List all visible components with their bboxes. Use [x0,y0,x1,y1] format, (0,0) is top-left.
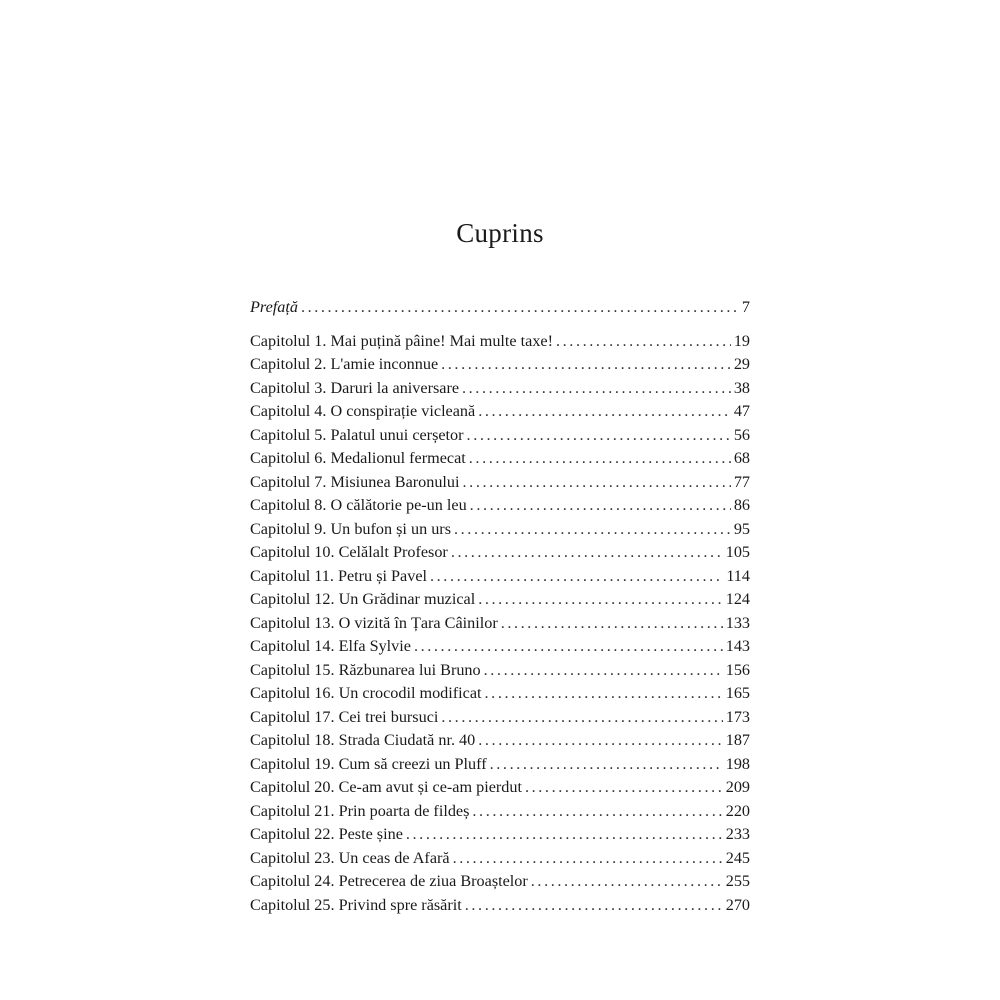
dot-leader [430,565,723,589]
toc-entry [250,847,750,871]
toc-entry-label: Capitolul 2. L'amie inconnue [250,355,439,373]
toc-entry [250,776,750,800]
dot-leader [531,870,723,894]
toc-entry [250,729,750,753]
dot-leader [441,706,722,730]
page-title: Cuprins [456,218,544,248]
toc-entry-label: Capitolul 3. Daruri la aniversare [250,378,460,397]
dot-leader [501,612,723,636]
dot-leader [556,330,731,354]
toc-entry-label: Prefață [250,298,298,316]
dot-leader [484,659,723,683]
dot-leader [467,424,731,448]
toc-entry-label: Capitolul 17. Cei trei bursuci [250,707,439,726]
toc-entry-page-number: 95 [733,519,750,538]
toc-entry-label: Capitolul 9. Un bufon și un urs [250,519,451,538]
toc-entry-page-number: 156 [725,660,750,679]
toc-entry-page-number: 198 [725,754,750,773]
toc-entry-page-number: 187 [725,731,750,749]
toc-entry [250,894,750,918]
toc-entry-label: Capitolul 21. Prin poarta de fildeș [250,801,470,820]
dot-leader [485,682,723,706]
toc-entry [250,447,750,471]
dot-leader [454,518,731,542]
dot-leader [478,729,722,753]
toc-entry-label: Capitolul 13. O vizită în Țara Câinilor [250,613,498,632]
toc-entry [250,471,750,495]
toc-entry-page-number: 143 [725,637,750,655]
dot-leader [470,494,731,518]
toc-entry-page-number: 173 [725,707,750,726]
toc-entry-label: Capitolul 6. Medalionul fermecat [250,449,466,467]
toc-entry [250,588,750,612]
toc-entry-label: Capitolul 22. Peste șine [250,825,403,843]
toc-entry-page-number: 270 [725,895,750,914]
toc-entry [250,682,750,706]
toc-entry-page-number: 133 [725,613,750,632]
toc-entry [250,353,750,377]
toc-entry [250,800,750,824]
toc-entry-label: Capitolul 14. Elfa Sylvie [250,637,411,655]
dot-leader [301,296,739,320]
toc-entry-page-number: 7 [741,298,750,316]
toc-entry [250,541,750,565]
toc-entry-page-number: 165 [725,684,750,702]
toc-entry-label: Capitolul 19. Cum să creezi un Pluff [250,754,487,773]
toc-entry-page-number: 233 [725,825,750,843]
toc-entry [250,494,750,518]
toc-entry [250,424,750,448]
toc-entry [250,400,750,424]
toc-entry [250,753,750,777]
dot-leader [463,471,731,495]
toc-entry-preface [250,296,750,320]
toc-entry [250,659,750,683]
toc-entry-label: Capitolul 7. Misiunea Baronului [250,472,460,491]
toc-entry [250,870,750,894]
dot-leader [478,588,723,612]
toc-entry-page-number: 86 [733,496,750,514]
toc-entry-page-number: 77 [733,472,750,491]
toc-entry [250,377,750,401]
toc-entry-label: Capitolul 11. Petru și Pavel [250,566,428,585]
toc-entry [250,518,750,542]
toc-entry-page-number: 245 [725,848,750,867]
toc-entry-label: Capitolul 5. Palatul unui cerșetor [250,425,464,444]
dot-leader [465,894,723,918]
dot-leader [441,353,731,377]
toc-entry-label: Capitolul 24. Petrecerea de ziua Broaștelor [250,872,528,890]
toc-entry [250,706,750,730]
toc-entry-label: Capitolul 16. Un crocodil modificat [250,684,482,702]
dot-leader [406,823,723,847]
toc-entry [250,823,750,847]
toc-entry-page-number: 255 [725,872,750,890]
toc-entry-label: Capitolul 8. O călătorie pe-un leu [250,496,467,514]
table-of-contents [250,296,750,917]
toc-entry-page-number: 124 [725,590,750,608]
toc-entry [250,635,750,659]
toc-entry-label: Capitolul 15. Răzbunarea lui Bruno [250,660,481,679]
toc-entry [250,612,750,636]
toc-entry-page-number: 105 [725,543,750,561]
toc-entry-label: Capitolul 20. Ce-am avut și ce-am pierdut [250,778,522,796]
dot-leader [462,377,731,401]
toc-entry-label: Capitolul 12. Un Grădinar muzical [250,590,476,608]
toc-entry-page-number: 29 [733,355,750,373]
toc-entry-page-number: 68 [733,449,750,467]
toc-entry-page-number: 209 [725,778,750,796]
toc-entry-label: Capitolul 23. Un ceas de Afară [250,848,450,867]
toc-entry-label: Capitolul 18. Strada Ciudată nr. 40 [250,731,476,749]
chapter-list [250,330,750,918]
dot-leader [414,635,723,659]
dot-leader [469,447,731,471]
toc-entry-label: Capitolul 1. Mai puțină pâine! Mai multe taxe! [250,331,553,350]
dot-leader [472,800,722,824]
toc-entry [250,565,750,589]
toc-entry-page-number: 56 [733,425,750,444]
toc-entry-label: Capitolul 4. O conspirație vicleană [250,402,476,420]
dot-leader [478,400,731,424]
toc-entry [250,330,750,354]
dot-leader [490,753,723,777]
toc-entry-label: Capitolul 10. Celălalt Profesor [250,543,448,561]
toc-entry-page-number: 38 [733,378,750,397]
toc-entry-page-number: 19 [733,331,750,350]
dot-leader [453,847,723,871]
dot-leader [451,541,723,565]
toc-entry-page-number: 220 [725,801,750,820]
toc-entry-label: Capitolul 25. Privind spre răsărit [250,895,462,914]
toc-entry-page-number: 47 [733,402,750,420]
dot-leader [525,776,723,800]
toc-entry-page-number: 114 [726,566,750,585]
